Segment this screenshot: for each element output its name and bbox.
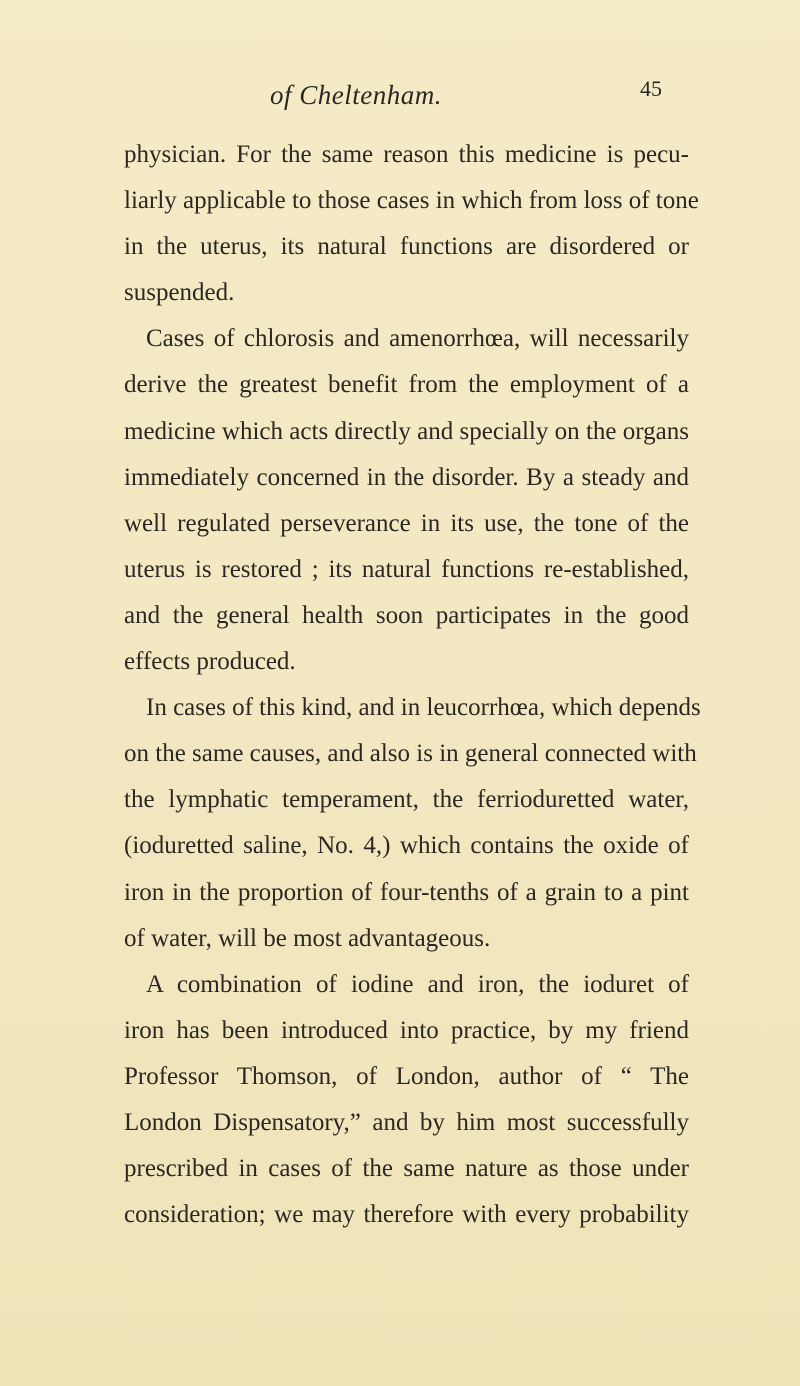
text-line: Professor Thomson, of London, author of “ The: [124, 1062, 689, 1090]
text-line: consideration; we may therefore with every probability: [124, 1201, 689, 1229]
text-line: suspended.: [124, 279, 235, 307]
text-line: prescribed in cases of the same nature as those under: [124, 1155, 689, 1183]
text-line: liarly applicable to those cases in which from loss of tone: [124, 187, 699, 215]
text-line: derive the greatest benefit from the employment of a: [124, 371, 689, 399]
text-line: iron in the proportion of four-tenths of a grain to a pint: [124, 878, 689, 906]
text-line: physician. For the same reason this medicine is pecu-: [124, 141, 689, 168]
text-line: London Dispensatory,” and by him most successfully: [124, 1108, 689, 1136]
text-line: (ioduretted saline, No. 4,) which contains the oxide of: [124, 832, 689, 860]
text-line: uterus is restored ; its natural functions re-established,: [124, 555, 689, 583]
text-line: the lymphatic temperament, the ferrioduretted water,: [124, 786, 689, 814]
text-line: on the same causes, and also is in general connected with: [124, 740, 697, 768]
text-line: iron has been introduced into practice, by my friend: [124, 1016, 689, 1044]
running-head: of Cheltenham.: [270, 80, 442, 110]
body-text: [124, 132, 701, 1238]
text-line: in the uterus, its natural functions are disordered or: [124, 233, 689, 261]
text-line: well regulated perseverance in its use, the tone of the: [124, 509, 689, 537]
text-line: effects produced.: [124, 648, 296, 676]
text-line: A combination of iodine and iron, the ioduret of: [146, 970, 689, 998]
page-number: 45: [640, 76, 662, 101]
text-line: of water, will be most advantageous.: [124, 924, 491, 952]
text-line: immediately concerned in the disorder. By a steady and: [124, 463, 689, 491]
text-line: In cases of this kind, and in leucorrhœa, which depends: [146, 694, 701, 722]
text-line: and the general health soon participates in the good: [124, 601, 689, 629]
text-line: medicine which acts directly and specially on the organs: [124, 417, 689, 445]
text-line: Cases of chlorosis and amenorrhœa, will necessarily: [146, 325, 689, 353]
page-header: [0, 70, 800, 120]
